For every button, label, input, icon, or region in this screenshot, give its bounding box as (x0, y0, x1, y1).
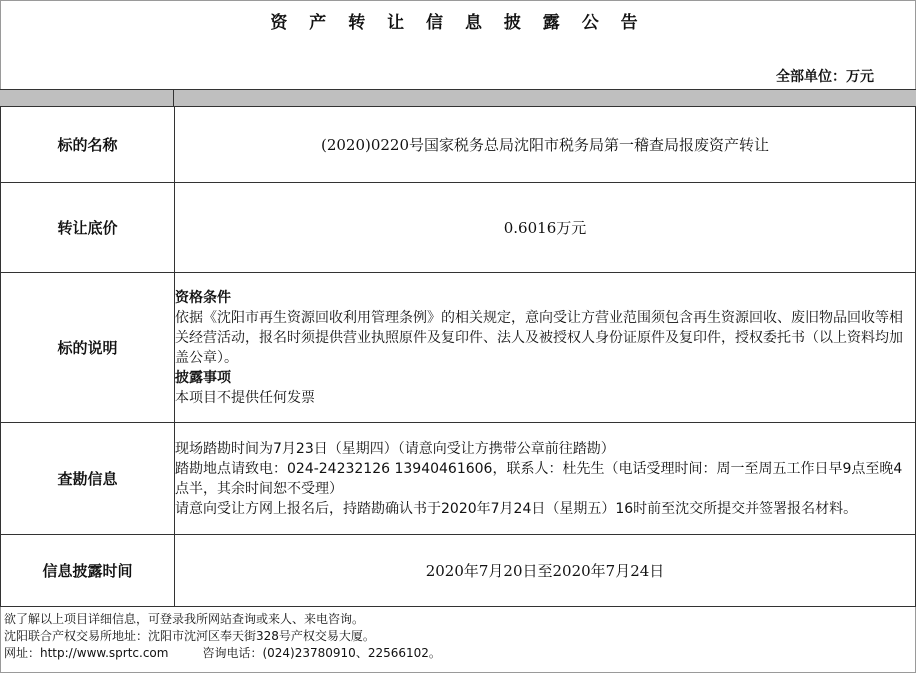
table-row-disclosure-time (1, 535, 916, 607)
footer (4, 611, 441, 662)
table-row-inspection (1, 423, 916, 535)
row-value-inspection (175, 423, 916, 535)
row-label-name: 标的名称 (1, 107, 175, 183)
row-label-disclosure-time: 信息披露时间 (1, 535, 175, 607)
inspection-line-2: 踏勘地点请致电：024-24232126 13940461606，联系人：杜先生（电话受理时间：周一至周五工作日早9点至晚4点半，其余时间恕不受理） (175, 460, 903, 497)
unit-label: 全部单位：万元 (776, 69, 874, 85)
disclosure-text: 本项目不提供任何发票 (175, 389, 315, 406)
row-label-inspection: 查勘信息 (1, 423, 175, 535)
inspection-line-3: 请意向受让方网上报名后，持踏勘确认书于2020年7月24日（星期五）16时前至沈交所提交并签署报名材料。 (175, 500, 858, 517)
table-row-price (1, 183, 916, 273)
qualification-heading: 资格条件 (175, 289, 231, 306)
footer-line-1: 欲了解以上项目详细信息，可登录我所网站查询或来人、来电咨询。 (4, 612, 365, 626)
table-header-band (0, 89, 916, 107)
footer-website: 网址：http://www.sprtc.com (4, 646, 169, 660)
footer-phone: 咨询电话：(024)23780910、22566102。 (202, 646, 441, 660)
row-value-disclosure-time: 2020年7月20日至2020年7月24日 (175, 535, 916, 607)
row-value-price: 0.6016万元 (175, 183, 916, 273)
footer-line-2: 沈阳联合产权交易所地址：沈阳市沈河区奉天街328号产权交易大厦。 (4, 629, 375, 643)
row-value-description (175, 273, 916, 423)
footer-line-3 (4, 645, 441, 662)
qualification-text: 依据《沈阳市再生资源回收利用管理条例》的相关规定，意向受让方营业范围须包含再生资源回收、废旧物品回收等相关经营活动，报名时须提供营业执照原件及复印件、法人及被授权人身份证原件及复印件，授权委托书（以上资料均加盖公章）。 (175, 309, 903, 366)
disclosure-table (0, 106, 916, 607)
row-label-price: 转让底价 (1, 183, 175, 273)
table-row-description (1, 273, 916, 423)
row-value-name: (2020)0220号国家税务总局沈阳市税务局第一稽查局报废资产转让 (175, 107, 916, 183)
page-title: 资 产 转 让 信 息 披 露 公 告 (270, 13, 646, 33)
table-row-name (1, 107, 916, 183)
row-label-description: 标的说明 (1, 273, 175, 423)
disclosure-heading: 披露事项 (175, 369, 231, 386)
inspection-line-1: 现场踏勘时间为7月23日（星期四）（请意向受让方携带公章前往踏勘） (175, 440, 615, 457)
header-divider (173, 90, 174, 106)
